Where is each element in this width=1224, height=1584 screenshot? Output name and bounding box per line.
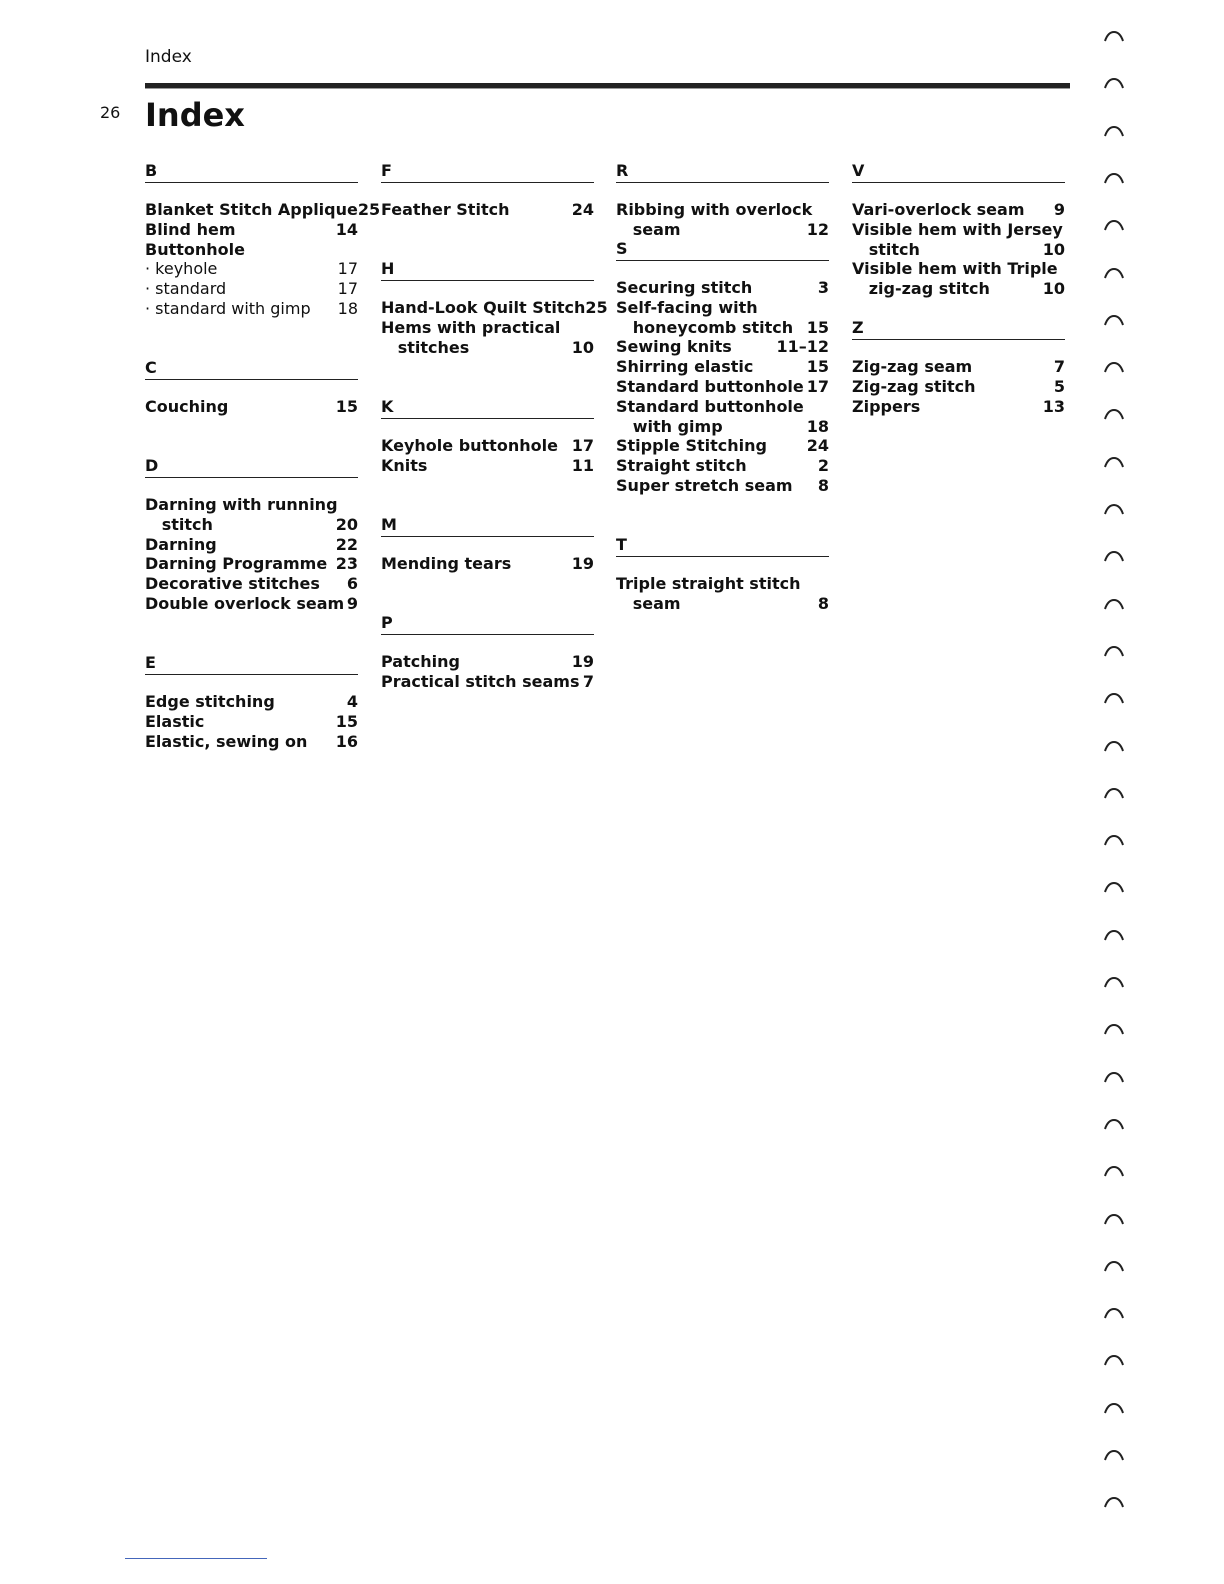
footer-line	[125, 1558, 267, 1559]
index-section	[616, 160, 829, 240]
index-entry	[381, 652, 594, 672]
binding-mark-icon	[1104, 503, 1124, 515]
entry-page: 15	[806, 357, 829, 377]
index-entry	[616, 220, 829, 240]
entry-page: 10	[1042, 279, 1065, 299]
section-letter: M	[381, 514, 594, 537]
index-entry	[145, 397, 358, 417]
entry-list	[381, 436, 594, 476]
entry-text: Blind hem	[145, 219, 236, 239]
index-entry	[381, 338, 594, 358]
binding-mark-icon	[1104, 408, 1124, 420]
binding-mark-icon	[1104, 740, 1124, 752]
entry-text: Triple straight stitch	[616, 574, 801, 593]
entry-text: · standard	[145, 279, 227, 299]
running-head: Index	[145, 47, 192, 67]
index-entry	[616, 397, 829, 417]
entry-page: 8	[817, 593, 829, 613]
entry-list	[852, 357, 1065, 416]
entry-text: Ribbing with overlock	[616, 200, 813, 219]
entry-text: stitch	[145, 514, 213, 534]
entry-text: seam	[616, 593, 681, 613]
entry-page: 9	[1053, 200, 1065, 219]
entry-text: Zig-zag seam	[852, 357, 973, 376]
entry-page: 19	[571, 652, 594, 671]
index-entry	[616, 436, 829, 456]
index-entry	[852, 279, 1065, 299]
section-letter: K	[381, 396, 594, 419]
index-entry	[381, 672, 594, 692]
entry-page: 6	[346, 574, 358, 594]
index-entry	[145, 200, 381, 220]
index-entry	[145, 515, 358, 535]
index-section	[145, 357, 358, 417]
binding-mark-icon	[1104, 361, 1124, 373]
index-entry	[145, 692, 358, 712]
entry-text: Visible hem with Jersey	[852, 219, 1063, 239]
entry-page: 9	[346, 593, 358, 613]
binding-mark-icon	[1104, 1213, 1124, 1225]
index-section	[381, 612, 594, 692]
entry-text: Straight stitch	[616, 456, 747, 476]
entry-page: 18	[806, 416, 829, 436]
index-entry	[145, 240, 358, 260]
entry-page: 15	[335, 397, 358, 416]
binding-mark-icon	[1104, 1449, 1124, 1461]
entry-list	[616, 574, 829, 614]
entry-page: 25	[357, 200, 381, 219]
entry-text: Zippers	[852, 396, 921, 416]
binding-mark-icon	[1104, 267, 1124, 279]
binding-mark-icon	[1104, 692, 1124, 704]
entry-page: 20	[335, 514, 358, 534]
binding-mark-icon	[1104, 929, 1124, 941]
binding-mark-icon	[1104, 1165, 1124, 1177]
index-section	[852, 317, 1065, 416]
entry-page: 10	[1042, 239, 1065, 259]
entry-text: stitches	[381, 337, 470, 357]
entry-page: 8	[817, 475, 829, 495]
binding-mark-icon	[1104, 1354, 1124, 1366]
entry-text: Blanket Stitch Applique	[145, 200, 358, 219]
entry-text: Keyhole buttonhole	[381, 436, 558, 455]
entry-list	[616, 200, 829, 240]
index-entry	[616, 278, 829, 298]
entry-text: Hand-Look Quilt Stitch	[381, 298, 586, 317]
binding-mark-icon	[1104, 1071, 1124, 1083]
entry-list	[381, 200, 594, 220]
index-entry	[852, 220, 1065, 240]
entry-text: seam	[616, 219, 681, 239]
binding-mark-icon	[1104, 1496, 1124, 1508]
index-entry	[852, 240, 1065, 260]
section-letter: V	[852, 160, 1065, 183]
index-entry	[381, 298, 608, 318]
entry-text: · keyhole	[145, 259, 218, 279]
entry-list	[145, 397, 358, 417]
entry-page: 24	[806, 436, 829, 456]
entry-list	[852, 200, 1065, 299]
binding-mark-icon	[1104, 1260, 1124, 1272]
index-section	[381, 396, 594, 476]
entry-page: 15	[806, 317, 829, 337]
index-entry	[616, 298, 829, 318]
entry-list	[381, 554, 594, 574]
entry-text: zig-zag stitch	[852, 279, 990, 299]
index-entry	[381, 436, 594, 456]
index-section	[852, 160, 1065, 299]
entry-page: 24	[571, 200, 594, 219]
entry-page: 14	[335, 219, 358, 239]
entry-text: Elastic	[145, 711, 205, 731]
entry-text: Buttonhole	[145, 239, 245, 259]
binding-mark-icon	[1104, 125, 1124, 137]
entry-page: 11	[571, 455, 594, 475]
entry-page: 17	[337, 259, 358, 279]
binding-mark-icon	[1104, 834, 1124, 846]
entry-text: Shirring elastic	[616, 357, 754, 377]
index-section	[381, 514, 594, 574]
index-entry	[145, 574, 358, 594]
entry-list	[145, 200, 381, 319]
index-section	[145, 455, 358, 614]
entry-list	[616, 278, 829, 496]
index-entry	[852, 200, 1065, 220]
binding-mark-icon	[1104, 77, 1124, 89]
entry-page: 3	[817, 278, 829, 297]
index-entry	[145, 712, 358, 732]
entry-text: with gimp	[616, 416, 723, 436]
section-letter: T	[616, 534, 829, 557]
entry-text: Darning Programme	[145, 554, 328, 574]
binding-mark-icon	[1104, 1402, 1124, 1414]
index-section	[616, 238, 829, 496]
binding-mark-icon	[1104, 976, 1124, 988]
index-entry	[852, 259, 1065, 279]
section-letter: C	[145, 357, 358, 380]
entry-list	[145, 495, 358, 614]
page-title: Index	[145, 96, 245, 134]
section-letter: Z	[852, 317, 1065, 340]
entry-text: Elastic, sewing on	[145, 731, 308, 751]
entry-text: Sewing knits	[616, 337, 732, 357]
index-entry	[145, 594, 358, 614]
binding-mark-icon	[1104, 1118, 1124, 1130]
section-letter: D	[145, 455, 358, 478]
section-letter: B	[145, 160, 358, 183]
header-rule	[145, 83, 1070, 89]
index-section	[145, 160, 381, 319]
entry-text: Stipple Stitching	[616, 436, 767, 456]
entry-page: 18	[337, 298, 358, 318]
index-entry	[145, 279, 358, 299]
binding-mark-icon	[1104, 787, 1124, 799]
entry-page: 7	[1053, 357, 1065, 376]
index-entry	[616, 337, 829, 357]
index-entry	[616, 417, 829, 437]
entry-page: 15	[335, 711, 358, 731]
binding-mark-icon	[1104, 172, 1124, 184]
entry-page: 22	[335, 534, 358, 554]
binding-mark-icon	[1104, 30, 1124, 42]
entry-text: Darning with running	[145, 495, 338, 514]
binding-mark-icon	[1104, 598, 1124, 610]
entry-text: Super stretch seam	[616, 475, 793, 495]
entry-list	[381, 298, 608, 357]
section-letter: H	[381, 258, 594, 281]
entry-page: 2	[817, 456, 829, 476]
entry-text: Decorative stitches	[145, 574, 320, 594]
index-section	[381, 258, 608, 357]
index-entry	[852, 357, 1065, 377]
entry-text: Mending tears	[381, 554, 512, 573]
entry-list	[145, 692, 358, 751]
entry-text: Visible hem with Triple	[852, 259, 1058, 279]
index-entry	[145, 299, 358, 319]
index-entry	[145, 554, 358, 574]
section-letter: S	[616, 238, 829, 261]
index-entry	[616, 357, 829, 377]
binding-mark-icon	[1104, 1023, 1124, 1035]
index-entry	[616, 318, 829, 338]
index-entry	[616, 200, 829, 220]
index-entry	[616, 377, 829, 397]
index-entry	[852, 397, 1065, 417]
entry-text: · standard with gimp	[145, 298, 311, 318]
entry-list	[381, 652, 594, 692]
section-letter: P	[381, 612, 594, 635]
index-entry	[616, 456, 829, 476]
binding-mark-icon	[1104, 1307, 1124, 1319]
index-entry	[852, 377, 1065, 397]
binding-mark-icon	[1104, 881, 1124, 893]
entry-text: Self-facing with	[616, 297, 758, 317]
index-entry	[145, 495, 358, 515]
entry-text: Patching	[381, 652, 460, 671]
entry-page: 16	[335, 731, 358, 751]
entry-text: stitch	[852, 239, 920, 259]
entry-page: 25	[585, 298, 608, 317]
entry-page: 23	[335, 554, 358, 574]
entry-page: 17	[806, 376, 829, 396]
entry-page: 17	[571, 436, 594, 455]
index-entry	[145, 732, 358, 752]
binding-mark-icon	[1104, 314, 1124, 326]
entry-page: 7	[582, 671, 594, 691]
index-entry	[145, 535, 358, 555]
index-entry	[616, 594, 829, 614]
entry-text: Zig-zag stitch	[852, 376, 976, 396]
index-section	[616, 534, 829, 614]
section-letter: E	[145, 652, 358, 675]
index-entry	[381, 318, 594, 338]
entry-text: Knits	[381, 455, 428, 475]
entry-text: Practical stitch seams	[381, 671, 580, 691]
entry-text: Double overlock seam	[145, 593, 345, 613]
entry-text: Couching	[145, 397, 229, 416]
entry-page: 17	[337, 279, 358, 299]
entry-page: 4	[346, 692, 358, 711]
index-entry	[616, 476, 829, 496]
entry-text: Darning	[145, 534, 217, 554]
page-number: 26	[100, 103, 121, 122]
entry-page: 11–12	[776, 337, 829, 357]
section-letter: F	[381, 160, 594, 183]
entry-page: 5	[1053, 376, 1065, 396]
entry-text: Vari-overlock seam	[852, 200, 1025, 219]
section-letter: R	[616, 160, 829, 183]
index-entry	[616, 574, 829, 594]
index-entry	[145, 220, 358, 240]
binding-mark-icon	[1104, 550, 1124, 562]
entry-page: 12	[806, 219, 829, 239]
index-entry	[381, 456, 594, 476]
index-entry	[381, 200, 594, 220]
binding-mark-icon	[1104, 456, 1124, 468]
entry-text: Securing stitch	[616, 278, 753, 297]
entry-text: Hems with practical	[381, 317, 561, 337]
index-entry	[381, 554, 594, 574]
entry-page: 19	[571, 554, 594, 573]
index-section	[145, 652, 358, 751]
binding-mark-icon	[1104, 219, 1124, 231]
entry-page: 13	[1042, 396, 1065, 416]
entry-text: honeycomb stitch	[616, 317, 794, 337]
index-section	[381, 160, 594, 220]
binding-mark-icon	[1104, 645, 1124, 657]
entry-text: Standard buttonhole	[616, 396, 804, 416]
index-entry	[145, 259, 358, 279]
entry-text: Feather Stitch	[381, 200, 510, 219]
entry-text: Standard buttonhole	[616, 376, 804, 396]
entry-page: 10	[571, 337, 594, 357]
entry-text: Edge stitching	[145, 692, 275, 711]
